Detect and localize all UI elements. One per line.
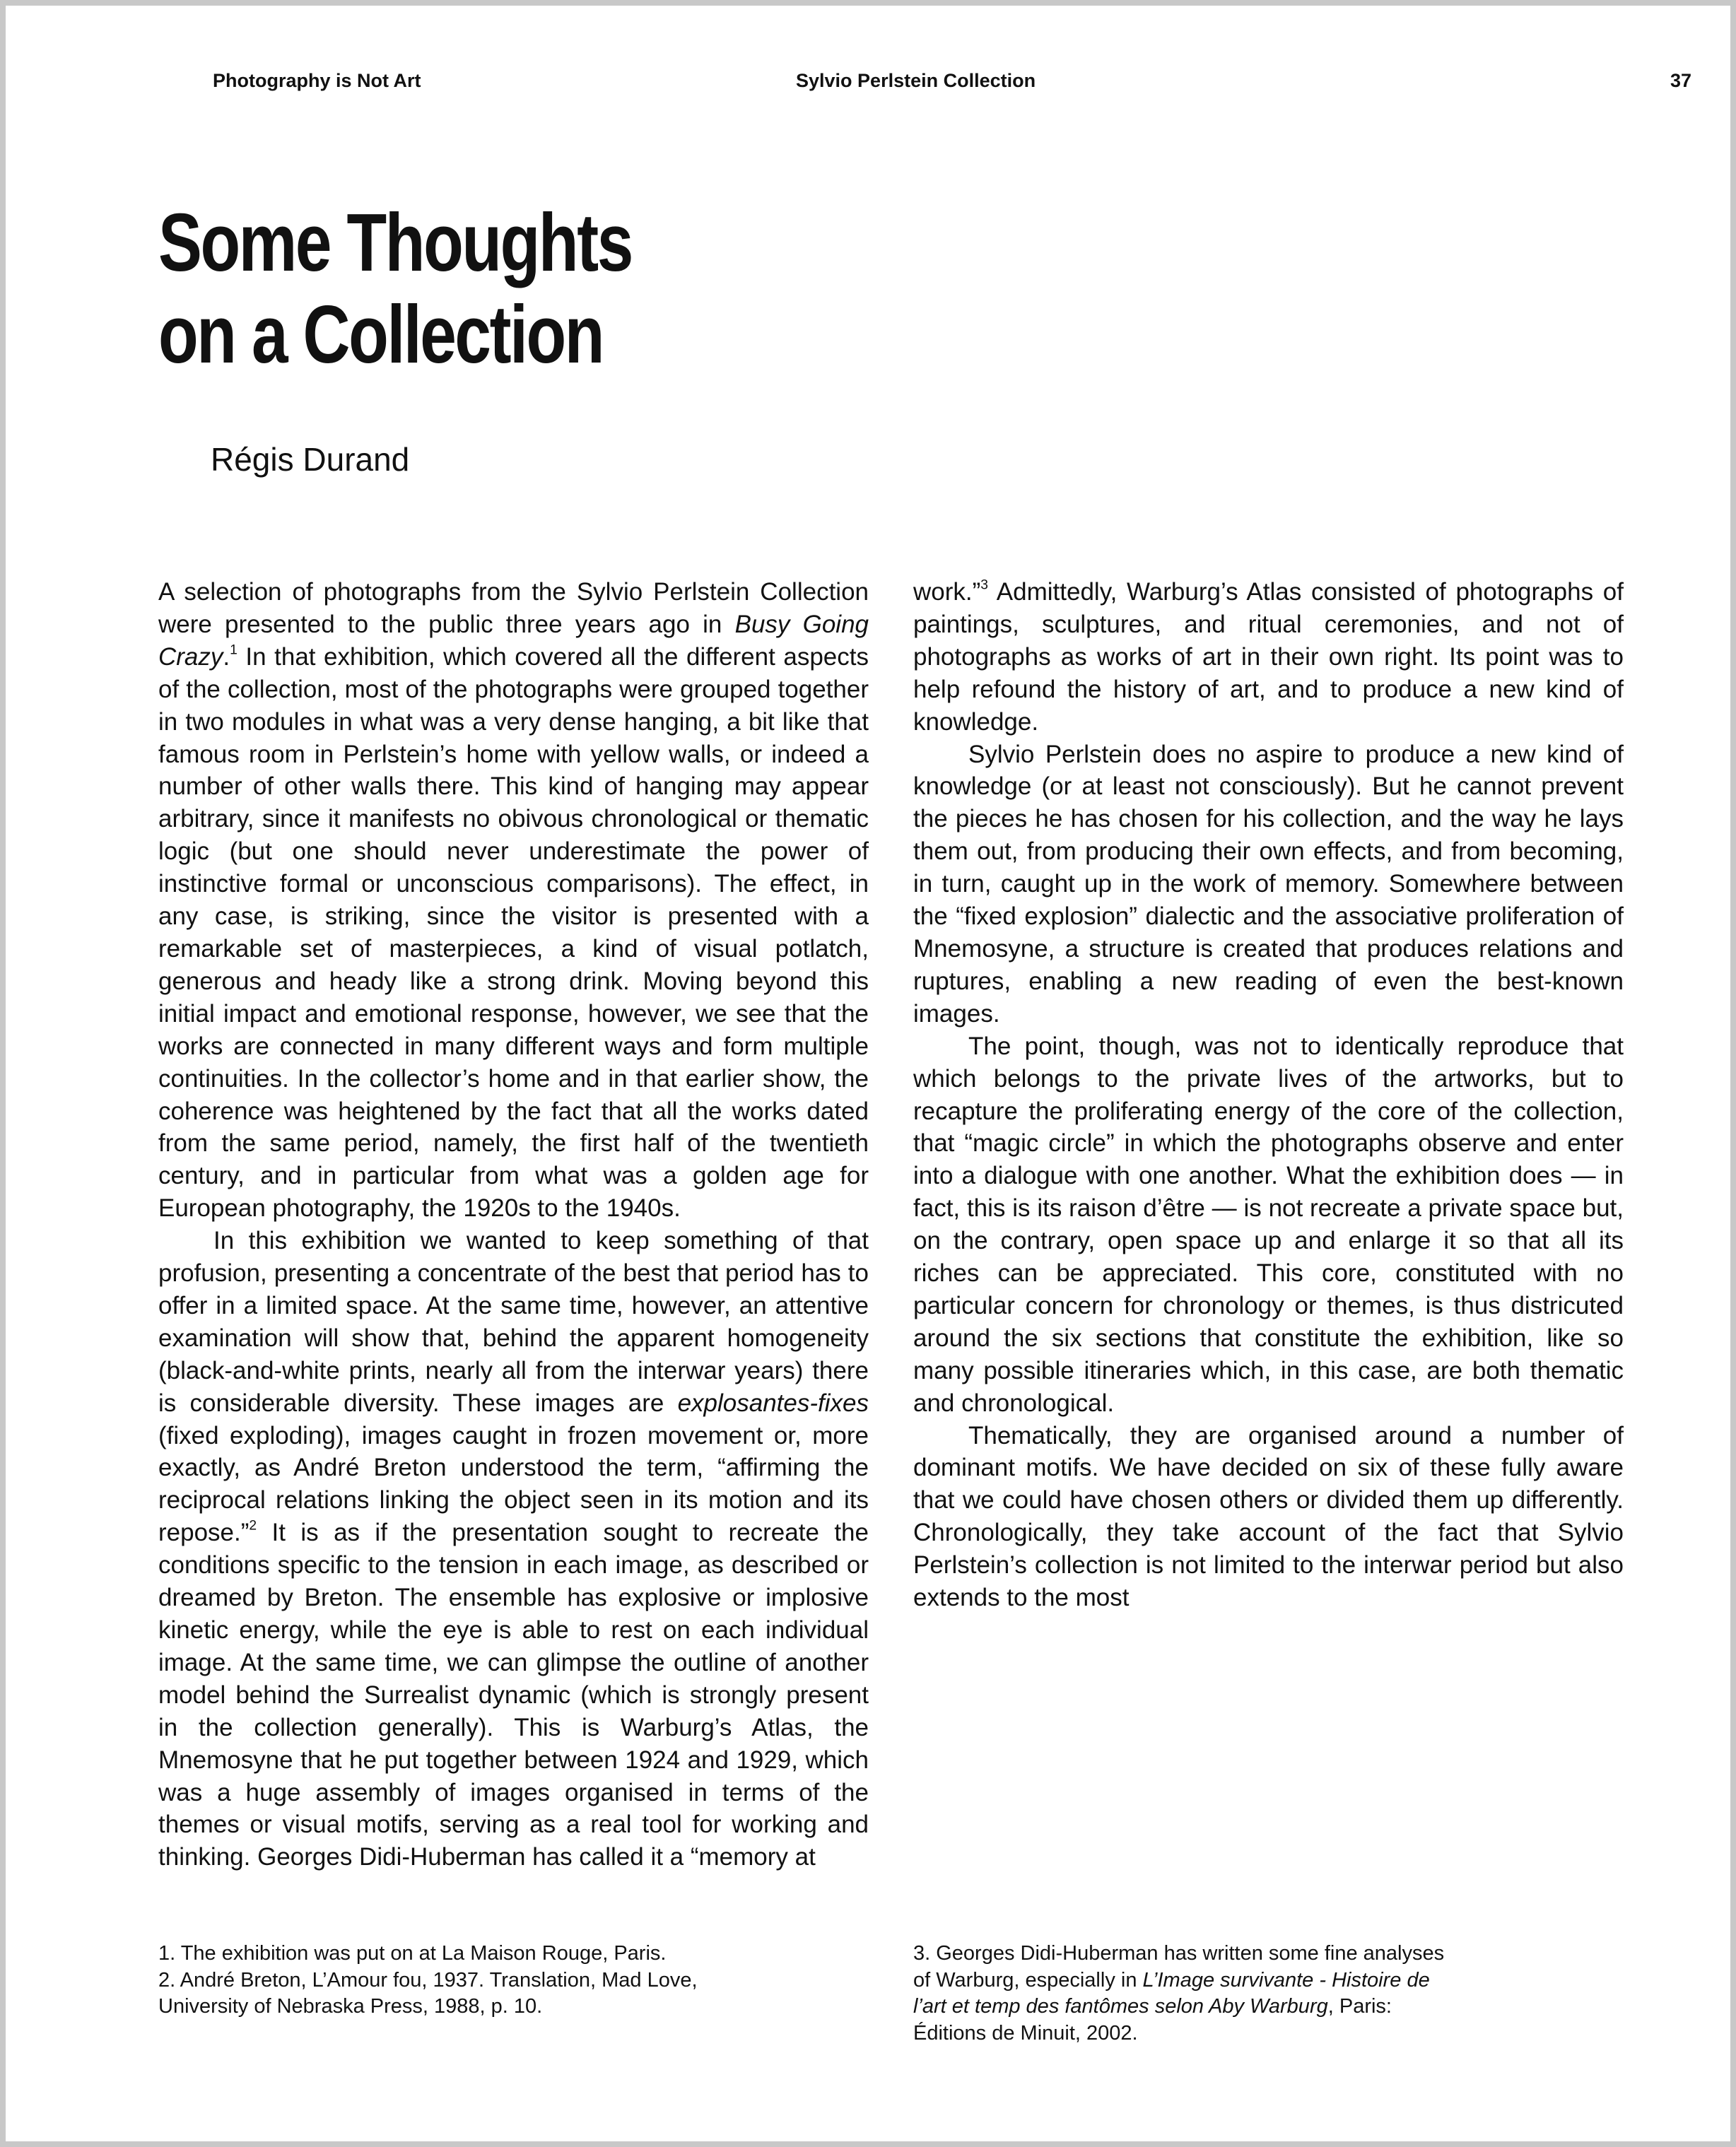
footnote-2-line-2: University of Nebraska Press, 1988, p. 10.	[158, 1995, 543, 2018]
footnote-3-line-3: l’art et temp des fantômes selon Aby Warburg, Paris:	[913, 1995, 1392, 2018]
italic-book-title-cont: l’art et temp des fantômes selon Aby Warburg	[913, 1995, 1328, 2018]
footnote-3-line-1: 3. Georges Didi-Huberman has written some fine analyses	[913, 1942, 1445, 1965]
footnote-ref-2: 2	[249, 1518, 257, 1534]
paragraph-1: A selection of photographs from the Sylvio Perlstein Collection were presented to the public three years ago in Busy Going Crazy.$^1$ In that exhibition, which covered all the different aspects of the collection, most of the photographs were grouped together in two modules in what was a very dense hanging, a bit like that famous room in Perlstein’s home with yellow walls, or indeed a number of other walls there. This kind of hanging may appear arbitrary, since it manifests no obivous chronological or thematic logic (but one should never underestimate the power of instinctive formal or unconscious comparisons). The effect, in any case, is striking, since the visitor is presented with a remarkable set of masterpieces, a kind of visual potlatch, generous and heady like a strong drink. Moving beyond this initial impact and emotional response, however, we see that the works are connected in many different ways and form multiple continuities. In the collector’s home and in that earlier show, the coherence was heightened by the fact that all the works dated from the same period, namely, the first half of the twentieth century, and in particular from what was a golden age for European photography, the 1920s to the 1940s.	[158, 578, 869, 1223]
footnote-2-line-1: 2. André Breton, L’Amour fou, 1937. Translation, Mad Love,	[158, 1968, 698, 1992]
italic-exhibition-title: Busy Going Crazy	[158, 610, 869, 671]
body-column-right	[913, 576, 1624, 1614]
footnote-1: 1. The exhibition was put on at La Maison Rouge, Paris.	[158, 1942, 667, 1965]
footnotes-right	[913, 1941, 1624, 2047]
paragraph-5: Thematically, they are organised around a number of dominant motifs. We have decided on six of these fully aware that we could have chosen others or divided them up differently. Chronologically, they take account of the fact that Sylvio Perlstein’s collection is not limited to the interwar period but also extends to the most	[913, 1421, 1624, 1612]
author-name: Régis Durand	[211, 441, 410, 478]
footnote-ref-3: 3	[980, 577, 988, 593]
footnote-ref-1: 1	[230, 642, 237, 658]
title-line-1: Some Thoughts	[158, 196, 632, 288]
page-number: 37	[1670, 70, 1691, 91]
footnote-3-line-2: of Warburg, especially in L’Image survivante - Histoire de	[913, 1968, 1430, 1992]
running-head-left: Photography is Not Art	[213, 70, 421, 91]
title-line-2: on a Collection	[158, 288, 604, 380]
italic-term: explosantes-fixes	[677, 1389, 869, 1417]
footnote-3-line-4: Éditions de Minuit, 2002.	[913, 2021, 1138, 2045]
footnotes-left	[158, 1941, 869, 2020]
running-head-center: Sylvio Perlstein Collection	[796, 70, 1036, 91]
italic-book-title: L’Image survivante - Histoire de	[1142, 1968, 1430, 1992]
article-title	[158, 196, 632, 380]
paragraph-2: In this exhibition we wanted to keep something of that profusion, presenting a concentrate of the best that period has to offer in a limited space. At the same time, however, an attentive examination will show that, behind the apparent homogeneity (black-and-white prints, nearly all from the interwar years) there is considerable diversity. These images are explosantes-fixes (fixed exploding), images caught in frozen movement or, more exactly, as André Breton understood the term, “affirming the reciprocal relations linking the object seen in its motion and its repose.”$^2$ It is as if the presentation sought to recreate the conditions specific to the tension in each image, as described or dreamed by Breton. The ensemble has explosive or implosive kinetic energy, while the eye is able to rest on each individual image. At the same time, we can glimpse the outline of another model behind the Surrealist dynamic (which is strongly present in the collection generally). This is Warburg’s Atlas, the Mnemosyne that he put together between 1924 and 1929, which was a huge assembly of images organised in terms of the themes or visual motifs, serving as a real tool for working and thinking. Georges Didi-Huberman has called it a “memory at	[158, 1227, 869, 1871]
paragraph-2-continued: work.”$^3$ Admittedly, Warburg’s Atlas consisted of photographs of paintings, sculptures, and ritual ceremonies, and not of photographs as works of art in their own right. Its point was to help refound the history of art, and to produce a new kind of knowledge.	[913, 577, 1624, 736]
paragraph-3: Sylvio Perlstein does no aspire to produce a new kind of knowledge (or at least not consciously). But he cannot prevent the pieces he has chosen for his collection, and the way he lays them out, from producing their own effects, and from becoming, in turn, caught up in the work of memory. Somewhere between the “fixed explosion” dialectic and the associative proliferation of Mnemosyne, a structure is created that produces relations and ruptures, enabling a new reading of even the best-known images.	[913, 740, 1624, 1028]
paragraph-4: The point, though, was not to identically reproduce that which belongs to the private lives of the artworks, but to recapture the proliferating energy of the core of the collection, that “magic circle” in which the photographs observe and enter into a dialogue with one another. What the exhibition does — in fact, this is its raison d’être — is not recreate a private space but, on the contrary, open space up and enlarge it so that all its riches can be appreciated. This core, constituted with no particular concern for chronology or themes, is thus districuted around the six sections that constitute the exhibition, like so many possible itineraries which, in this case, are both thematic and chronological.	[913, 1032, 1624, 1417]
body-column-left	[158, 576, 869, 1874]
